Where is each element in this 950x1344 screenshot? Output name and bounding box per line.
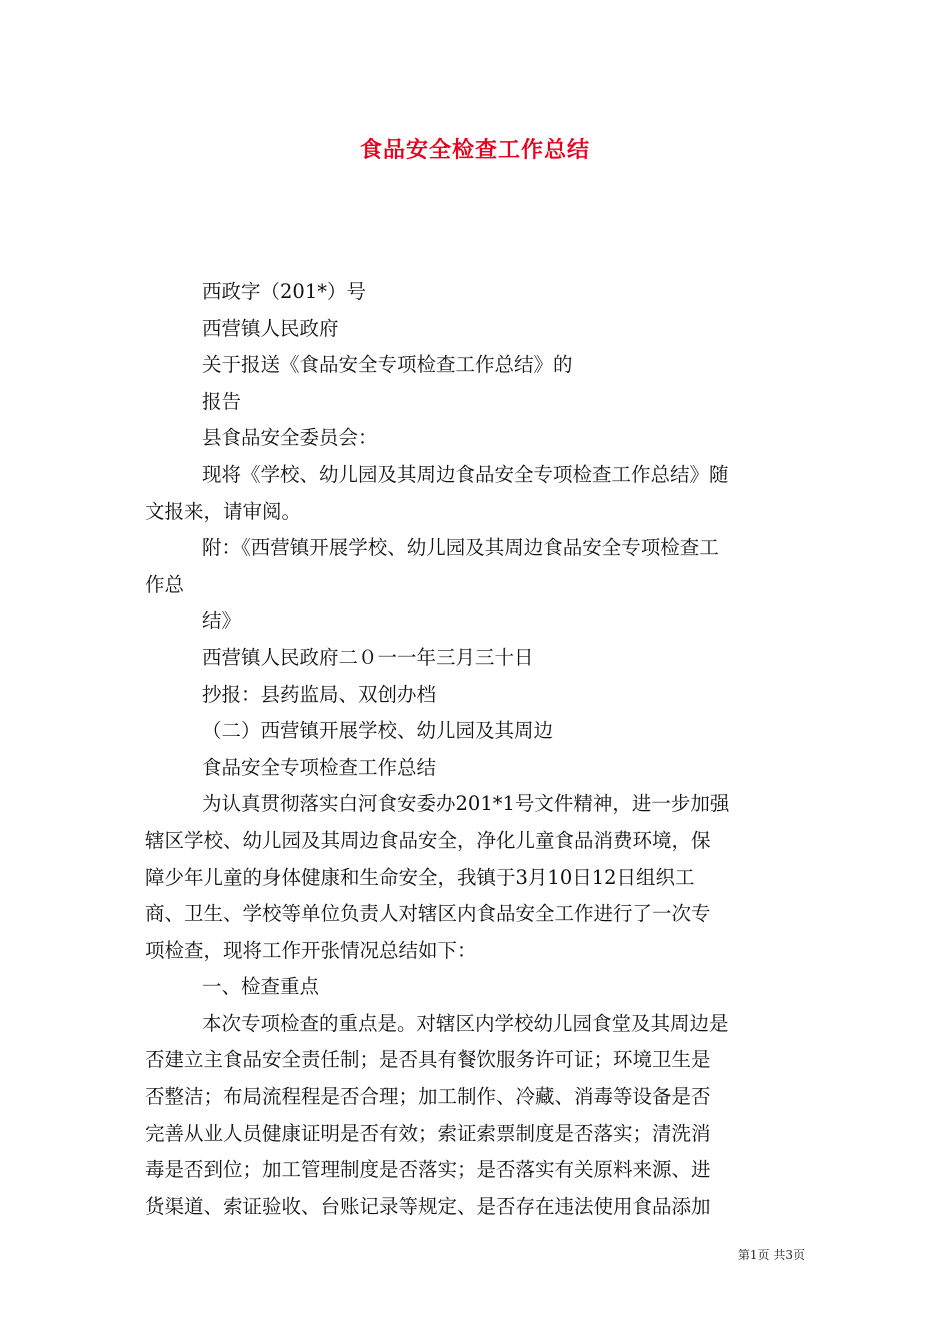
paragraph-line: 文报来，请审阅。	[145, 499, 302, 523]
paragraph-line: 否整洁；布局流程程是否合理；加工制作、冷藏、消毒等设备是否	[145, 1085, 711, 1109]
paragraph-line: 完善从业人员健康证明是否有效；索证索票制度是否落实；清洗消	[145, 1121, 711, 1145]
paragraph-line: 否建立主食品安全责任制；是否具有餐饮服务许可证；环境卫生是	[145, 1048, 711, 1072]
paragraph-line: 为认真贯彻落实白河食安委办201*1号文件精神，进一步加强	[202, 792, 730, 816]
signature-date-line: 西营镇人民政府二０一一年三月三十日	[202, 645, 534, 669]
attachment-line: 附：《西营镇开展学校、幼儿园及其周边食品安全专项检查工	[202, 536, 719, 560]
paragraph-line: 项检查，现将工作开张情况总结如下：	[145, 938, 477, 962]
issuer-line: 西营镇人民政府	[202, 316, 339, 340]
subject-line-continued: 报告	[202, 389, 242, 413]
paragraph-line: 辖区学校、幼儿园及其周边食品安全，净化儿童食品消费环境，保	[145, 828, 711, 852]
paragraph-line: 毒是否到位；加工管理制度是否落实；是否落实有关原料来源、进	[145, 1158, 711, 1182]
subject-line: 关于报送《食品安全专项检查工作总结》的	[202, 353, 573, 377]
paragraph-line: 商、卫生、学校等单位负责人对辖区内食品安全工作进行了一次专	[145, 902, 711, 926]
document-body	[145, 274, 810, 1225]
page-number-footer: 第1页 共3页	[737, 1248, 805, 1262]
paragraph-line: 本次专项检查的重点是。对辖区内学校幼儿园食堂及其周边是	[202, 1011, 729, 1035]
subheading-line: 一、检查重点	[202, 975, 320, 999]
attachment-line: 结》	[202, 609, 242, 633]
cc-line: 抄报：县药监局、双创办档	[202, 682, 437, 706]
paragraph-line: 障少年儿童的身体健康和生命安全，我镇于3月10日12日组织工	[145, 865, 695, 889]
recipient-line: 县食品安全委员会：	[202, 426, 378, 450]
document-title: 食品安全检查工作总结	[359, 137, 590, 163]
paragraph-line: 现将《学校、幼儿园及其周边食品安全专项检查工作总结》随	[202, 462, 729, 486]
doc-number-line: 西政字（201*）号	[202, 280, 366, 303]
section-heading-line: 食品安全专项检查工作总结	[202, 755, 437, 779]
attachment-line: 作总	[145, 572, 185, 596]
paragraph-line: 货渠道、索证验收、台账记录等规定、是否存在违法使用食品添加	[145, 1194, 711, 1218]
section-heading-line: （二）西营镇开展学校、幼儿园及其周边	[202, 719, 554, 743]
